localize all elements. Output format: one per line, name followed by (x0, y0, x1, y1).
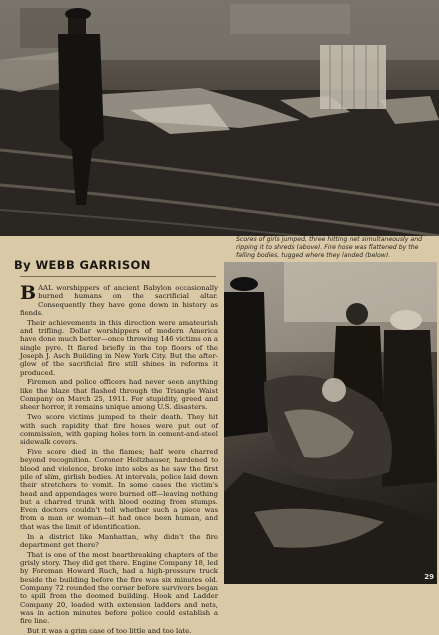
article-paragraph: Two score victims jumped to their death. They hit with such rapidity that fire hoses were put out of commission, with gaping holes torn in cement-and-steel sidewalk covers. (20, 413, 218, 447)
drop-cap: B (20, 282, 37, 304)
bottom-photograph-victims-and-officers (224, 262, 437, 584)
top-photograph-fire-hose-street (0, 0, 439, 236)
article-paragraph: Firemen and police officers had never seen anything like the blaze that flashed through the Triangle Waist Company on March 25, 1911. For stupidity, greed and sheer horror, it remains unique among U.S. disasters. (20, 378, 218, 412)
photo-caption: Scores of girls jumped, three hitting net simultaneously and ripping it to shreds (above). Fire hose was flattened by the falling bodies, tugged where they landed (below). (236, 236, 423, 259)
article-paragraph: In a district like Manhattan, why didn't the fire department get there? (20, 532, 218, 549)
bottom-photo-illustration (224, 262, 437, 584)
article-body (20, 282, 218, 635)
byline: By WEBB GARRISON (14, 258, 151, 272)
article-paragraph: Their achievements in this direction were amateurish and trifling. Dollar worshippers of modern America have done much better—once throwing 146 victims on a single pyre. It flared briefly in the top floors of the Joseph J. Asch Building in New York City. But the after-glow of the sacrificial fire still shines in reforms it produced. (20, 318, 218, 377)
top-photo-illustration (0, 0, 439, 236)
page-number: 29 (424, 573, 434, 581)
article-paragraph: But it was a grim case of too little and too late. (27, 627, 192, 635)
article-paragraph: That is one of the most heartbreaking chapters of the grisly story. They did get there. Engine Company 18, led by Foreman Howard Ruch, had a high-pressure truck beside the building before the fire was six minutes old. Company 72 rounded the corner before survivors began to spill from the doomed building. Hook and Ladder Company 20, loaded with extension ladders and nets, was in action minutes before police could establish a fire line. (20, 550, 218, 626)
byline-divider (20, 276, 216, 277)
article-paragraph: BAAL worshippers of ancient Babylon occasionally burned humans on the sacrificial altar. Consequently they have gone down in history as fiends. (20, 282, 218, 317)
article-paragraph: Five score died in the flames; half were charred beyond recognition. Coroner Holtzhauser, hardened to blood and violence, broke into sobs as he saw the first pile of slim, girlish bodies. At intervals, police laid down their stretchers to vomit. In some cases the victim's head and appendages were burned off—leaving nothing but a charred trunk with blood oozing from stumps. Even doctors couldn't tell whether such a piece was from a man or woman—it had once been human, and that was the limit of identification. (20, 448, 218, 531)
